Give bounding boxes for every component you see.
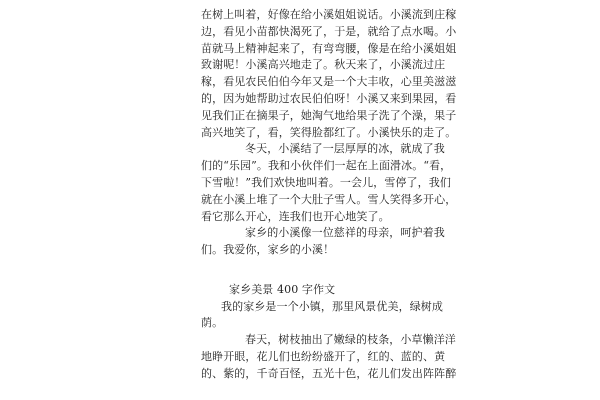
text-line: 们。我爱你，家乡的小溪！	[201, 243, 335, 257]
text-line: 就在小溪上堆了一个大肚子雪人。雪人笑得多开心，	[201, 192, 457, 206]
text-line: 看它那么开心，连我们也开心地笑了。	[201, 209, 390, 223]
text-line: 地睁开眼，花儿们也纷纷盛开了，红的、蓝的、黄	[201, 349, 446, 363]
text-line: 春天，树枝抽出了嫩绿的枝条，小草懒洋洋	[245, 333, 456, 347]
text-line: 我的家乡是一个小镇，那里风景优美，绿树成	[221, 299, 443, 313]
closing-paragraph	[201, 225, 445, 259]
text-line: 荫。	[201, 316, 224, 330]
second-essay	[201, 282, 457, 383]
text-line: 的、紫的，千奇百怪，五光十色，花儿们发出阵阵醉	[201, 366, 457, 380]
text-line: 高兴地笑了，看，笑得脸都红了。小溪快乐的走了。	[201, 125, 457, 139]
text-line: 下雪啦！”我们欢快地叫着。一会儿，雪停了，我们	[201, 175, 451, 189]
text-line: 致谢呢！小溪高兴地走了。秋天来了，小溪流过庄	[201, 58, 446, 72]
text-line: 的，因为她帮助过农民伯伯呀！小溪又来到果园，看	[201, 91, 457, 105]
text-line: 在树上叫着，好像在给小溪姐姐说话。小溪流到庄稼	[201, 8, 457, 21]
text-line: 边，看见小苗都快渴死了，于是，就给了点水喝。小	[201, 24, 457, 38]
essay-title: 家乡美景 400 字作文	[229, 282, 336, 296]
winter-paragraph	[201, 141, 457, 225]
paragraph-gap	[201, 259, 411, 276]
text-line: 冬天，小溪结了一层厚厚的冰，就成了我	[245, 142, 445, 156]
text-line: 们的“乐园”。我和小伙伴们一起在上面滑冰。“看，	[201, 159, 452, 173]
text-line: 家乡的小溪像一位慈祥的母亲，呵护着我	[245, 226, 445, 240]
text-line: 稼，看见农民伯伯今年又是一个大丰收，心里美滋滋	[201, 75, 457, 89]
essay-text-column	[201, 7, 457, 383]
text-line: 苗就马上精神起来了，有弯弯腰，像是在给小溪姐姐	[201, 41, 457, 55]
story-continued-paragraph	[201, 7, 457, 141]
text-line: 见我们正在摘果子，她淘气地给果子洗了个澡，果子	[201, 108, 457, 122]
